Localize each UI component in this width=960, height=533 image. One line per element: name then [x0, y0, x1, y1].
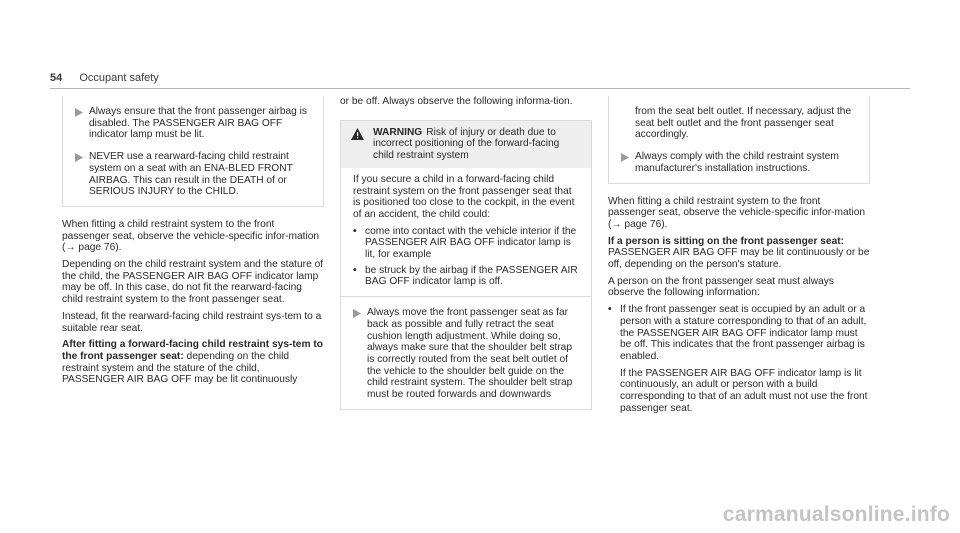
- warning-body: [341, 168, 591, 409]
- list-item: [621, 151, 855, 174]
- header-divider: [50, 88, 910, 89]
- column-3: [608, 96, 870, 419]
- warning-list: [353, 226, 581, 289]
- paragraph: or be off. Always observe the following informa-tion.: [340, 96, 573, 107]
- column-1: [62, 96, 324, 391]
- paragraph-text: PASSENGER AIR BAG OFF may be lit continuously or be off, depending on the person's stature.: [608, 247, 870, 271]
- paragraph: [62, 339, 324, 386]
- triangle-bullet-icon: [75, 106, 89, 141]
- instruction-box: [62, 96, 324, 207]
- watermark: carmanualsonline.info: [722, 503, 950, 526]
- information-list: [608, 304, 870, 363]
- triangle-bullet-icon: [75, 151, 89, 198]
- paragraph: Instead, fit the rearward-facing child restraint sys-tem to a suitable rear seat.: [62, 310, 322, 334]
- page-header: [50, 72, 159, 84]
- paragraph: When fitting a child restraint system to the front passenger seat, observe the vehicle-specific infor-mation (→ page 76).: [62, 218, 320, 254]
- warning-triangle-icon: [351, 127, 373, 162]
- list-item: • be struck by the airbag if the PASSENGER AIR BAG OFF indicator lamp is off.: [353, 264, 578, 288]
- section-title: Occupant safety: [79, 72, 159, 84]
- triangle-bullet-icon: [353, 307, 367, 401]
- bold-lead: If a person is sitting on the front passenger seat:: [608, 235, 845, 247]
- bold-lead: After fitting a forward-facing child restraint sys-tem to the front passenger seat:: [62, 339, 323, 362]
- paragraph: If you secure a child in a forward-facing child restraint system on the front passenger seat that is positioned too close to the cockpit, in the event of an accident, the child could:: [353, 173, 575, 220]
- paragraph: Depending on the child restraint system and the stature of the child, the PASSENGER AIR BAG OFF indicator lamp may be off. In this case, do not fit the rearward-facing child restraint system to the front passenger seat.: [62, 259, 324, 306]
- instruction-box: [341, 296, 591, 409]
- list-item: • If the front passenger seat is occupied by an adult or a person with a stature corresponding to that of an adult, the PASSENGER AIR BAG OFF indicator lamp must be off. This indicates that the front passenger airbag is enabled.: [608, 304, 867, 362]
- bullet-text: Always ensure that the front passenger airbag is disabled. The PASSENGER AIR BAG OFF indicator lamp must be lit.: [89, 106, 308, 141]
- list-item: [353, 307, 577, 401]
- warning-label: WARNING: [373, 126, 423, 138]
- paragraph-text: depending on the child restraint system and the stature of the child, PASSENGER AIR BAG OFF may be lit continuously: [62, 350, 298, 386]
- triangle-bullet-icon: [621, 151, 635, 174]
- bullet-text: NEVER use a rearward-facing child restraint system on a seat with an ENA-BLED FRONT AIRBAG. This can result in the DEATH of or SERIOUS INJURY to the CHILD.: [89, 151, 293, 198]
- paragraph: A person on the front passenger seat must always observe the following information:: [608, 275, 834, 299]
- paragraph: When fitting a child restraint system to the front passenger seat, observe the vehicle-specific infor-mation (→ page 76).: [608, 195, 866, 230]
- warning-header: [341, 121, 591, 168]
- instruction-box: [608, 96, 870, 184]
- warning-box: [340, 120, 592, 410]
- list-item: [75, 106, 309, 141]
- paragraph: [608, 236, 870, 271]
- warning-title: Risk of injury or death due to incorrect positioning of the forward-facing child restraint system: [373, 126, 560, 162]
- bullet-text: Always comply with the child restraint system manufacturer's installation instructions.: [635, 151, 839, 174]
- column-2: [340, 96, 592, 410]
- list-item: • come into contact with the vehicle interior if the PASSENGER AIR BAG OFF indicator lamp is lit, for example: [353, 225, 577, 261]
- paragraph: from the seat belt outlet. If necessary, adjust the seat belt outlet and the front passenger seat accordingly.: [635, 106, 852, 141]
- bullet-text: Always move the front passenger seat as far back as possible and fully retract the seat cushion length adjustment. While doing so, always make sure that the shoulder belt strap is correctly routed from the seat belt outlet of the vehicle to the shoulder belt guide on the child restraint system. The shoulder belt strap must be routed forwards and downwards: [367, 307, 573, 401]
- page-number: 54: [50, 72, 63, 84]
- paragraph: If the PASSENGER AIR BAG OFF indicator lamp is lit continuously, an adult or person with a build corresponding to that of an adult must not use the front passenger seat.: [620, 367, 868, 414]
- list-item: [75, 151, 309, 198]
